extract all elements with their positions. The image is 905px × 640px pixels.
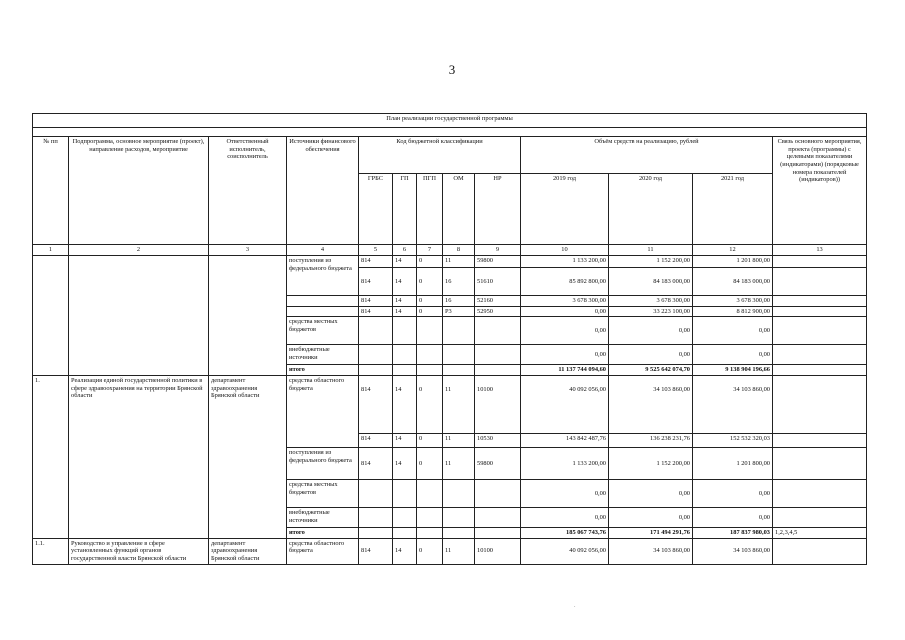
cell-pgp: 0 [417, 268, 443, 296]
cell-empty [475, 528, 521, 539]
cell-link [773, 538, 867, 564]
cell-link [773, 434, 867, 448]
cell-2019: 1 133 200,00 [521, 448, 609, 480]
cell-empty [359, 528, 393, 539]
cell-2019: 1 133 200,00 [521, 256, 609, 268]
spacer-row [33, 128, 867, 137]
cell-2020: 136 238 231,76 [609, 434, 693, 448]
table-row [33, 538, 867, 564]
cell-nr: 52160 [475, 296, 521, 307]
cell-2019: 0,00 [521, 317, 609, 345]
cell-empty [209, 256, 287, 376]
header-gp: ГП [393, 174, 417, 245]
cell-2021: 3 678 300,00 [693, 296, 773, 307]
col-num: 11 [609, 245, 693, 256]
row-number: 1. [33, 376, 69, 539]
row-name: Руководство и управление в сфере установленных функций органов государственной власти Брянской области [69, 538, 209, 564]
source-regional: средства областного бюджета [287, 538, 359, 564]
header-nr: НР [475, 174, 521, 245]
source-extrabudget: внебюджетные источники [287, 345, 359, 365]
table-row [33, 376, 867, 434]
header-volume: Объём средств на реализацию, рублей [521, 137, 773, 174]
cell-2021: 9 138 904 196,66 [693, 365, 773, 376]
cell-2020: 1 152 200,00 [609, 448, 693, 480]
cell-2021: 34 103 860,00 [693, 376, 773, 434]
cell-2021: 152 532 320,03 [693, 434, 773, 448]
cell-2020: 9 525 642 074,70 [609, 365, 693, 376]
cell-empty [443, 480, 475, 508]
cell-empty [443, 317, 475, 345]
header-2020: 2020 год [609, 174, 693, 245]
cell-2020: 33 223 100,00 [609, 306, 693, 317]
table-title: План реализации государственной программы [33, 114, 867, 128]
row-executor: департамент здравоохранения Брянской области [209, 538, 287, 564]
scan-mark: . [574, 603, 576, 609]
cell-2021: 0,00 [693, 480, 773, 508]
cell-2020: 0,00 [609, 508, 693, 528]
cell-empty [359, 508, 393, 528]
col-num: 3 [209, 245, 287, 256]
cell-2020: 84 183 000,00 [609, 268, 693, 296]
cell-empty [69, 256, 209, 376]
cell-2021: 8 812 900,00 [693, 306, 773, 317]
cell-empty [359, 317, 393, 345]
source-regional: средства областного бюджета [287, 376, 359, 448]
cell-empty [417, 317, 443, 345]
cell-2020: 171 494 291,76 [609, 528, 693, 539]
header-om: ОМ [443, 174, 475, 245]
cell-empty [475, 317, 521, 345]
cell-om: 11 [443, 256, 475, 268]
cell-2021: 1 201 800,00 [693, 256, 773, 268]
cell-pgp: 0 [417, 296, 443, 307]
cell-link [773, 480, 867, 508]
col-num: 8 [443, 245, 475, 256]
cell-source-empty [287, 306, 359, 317]
cell-nr: 51610 [475, 268, 521, 296]
cell-link [773, 256, 867, 268]
cell-empty [33, 256, 69, 376]
cell-empty [359, 365, 393, 376]
cell-2021: 1 201 800,00 [693, 448, 773, 480]
cell-2020: 3 678 300,00 [609, 296, 693, 307]
cell-2019: 40 092 056,00 [521, 538, 609, 564]
cell-grbs: 814 [359, 434, 393, 448]
cell-gp: 14 [393, 296, 417, 307]
cell-link: 1,2,3,4,5 [773, 528, 867, 539]
cell-link [773, 508, 867, 528]
cell-empty [359, 480, 393, 508]
col-num: 2 [69, 245, 209, 256]
cell-om: 16 [443, 268, 475, 296]
cell-link [773, 448, 867, 480]
cell-gp: 14 [393, 376, 417, 434]
cell-pgp: 0 [417, 538, 443, 564]
cell-2020: 0,00 [609, 480, 693, 508]
cell-empty [359, 345, 393, 365]
cell-2019: 40 092 056,00 [521, 376, 609, 434]
cell-nr: 10100 [475, 376, 521, 434]
source-federal: поступления из федерального бюджета [287, 448, 359, 480]
row-executor: департамент здравоохранения Брянской области [209, 376, 287, 539]
cell-empty [443, 508, 475, 528]
source-local: средства местных бюджетов [287, 317, 359, 345]
cell-2021: 0,00 [693, 508, 773, 528]
header-grbs: ГРБС [359, 174, 393, 245]
cell-empty [393, 365, 417, 376]
cell-2020: 0,00 [609, 345, 693, 365]
cell-empty [417, 365, 443, 376]
cell-empty [393, 345, 417, 365]
cell-gp: 14 [393, 256, 417, 268]
header-link: Связь основного мероприятия, проекта (программы) с целевыми показателями (индикаторами) (порядковые номера показателей (индикаторов)) [773, 137, 867, 245]
cell-pgp: 0 [417, 434, 443, 448]
header-kbk: Код бюджетной классификации [359, 137, 521, 174]
cell-grbs: 814 [359, 256, 393, 268]
source-local: средства местных бюджетов [287, 480, 359, 508]
header-num: № пп [33, 137, 69, 245]
cell-grbs: 814 [359, 296, 393, 307]
cell-link [773, 268, 867, 296]
cell-nr: 52950 [475, 306, 521, 317]
cell-2020: 1 152 200,00 [609, 256, 693, 268]
header-2019: 2019 год [521, 174, 609, 245]
cell-pgp: 0 [417, 306, 443, 317]
cell-link [773, 345, 867, 365]
cell-2020: 34 103 860,00 [609, 376, 693, 434]
cell-link [773, 296, 867, 307]
cell-link [773, 306, 867, 317]
cell-2019: 185 067 743,76 [521, 528, 609, 539]
cell-2021: 0,00 [693, 345, 773, 365]
col-num: 5 [359, 245, 393, 256]
cell-om: 11 [443, 448, 475, 480]
cell-empty [417, 345, 443, 365]
header-source: Источники финансового обеспечения [287, 137, 359, 245]
cell-link [773, 365, 867, 376]
plan-table [32, 113, 867, 565]
cell-empty [475, 480, 521, 508]
cell-grbs: 814 [359, 376, 393, 434]
cell-empty [475, 365, 521, 376]
cell-2021: 84 183 000,00 [693, 268, 773, 296]
cell-gp: 14 [393, 448, 417, 480]
row-number: 1.1. [33, 538, 69, 564]
total-label: итого [287, 365, 359, 376]
cell-empty [475, 508, 521, 528]
cell-gp: 14 [393, 268, 417, 296]
cell-nr: 59800 [475, 256, 521, 268]
cell-gp: 14 [393, 306, 417, 317]
cell-pgp: 0 [417, 376, 443, 434]
source-extrabudget: внебюджетные источники [287, 508, 359, 528]
col-num: 6 [393, 245, 417, 256]
cell-empty [443, 365, 475, 376]
cell-nr: 10530 [475, 434, 521, 448]
row-name: Реализация единой государственной политики в сфере здравоохранения на территории Брянской области [69, 376, 209, 539]
cell-2021: 34 103 860,00 [693, 538, 773, 564]
cell-2019: 3 678 300,00 [521, 296, 609, 307]
header-executor: Ответственный исполнитель, соисполнитель [209, 137, 287, 245]
cell-grbs: 814 [359, 268, 393, 296]
cell-empty [393, 480, 417, 508]
cell-grbs: 814 [359, 538, 393, 564]
cell-2021: 0,00 [693, 317, 773, 345]
cell-gp: 14 [393, 434, 417, 448]
cell-empty [443, 528, 475, 539]
cell-empty [443, 345, 475, 365]
cell-empty [417, 508, 443, 528]
header-2021: 2021 год [693, 174, 773, 245]
cell-2019: 85 892 800,00 [521, 268, 609, 296]
total-label: итого [287, 528, 359, 539]
page-number: 3 [448, 62, 456, 77]
cell-link [773, 376, 867, 434]
source-federal: поступления из федерального бюджета [287, 256, 359, 296]
col-num: 4 [287, 245, 359, 256]
column-number-row [33, 245, 867, 256]
cell-nr: 10100 [475, 538, 521, 564]
cell-2019: 0,00 [521, 508, 609, 528]
header-name: Подпрограмма, основное мероприятие (проект), направление расходов, мероприятие [69, 137, 209, 245]
cell-2021: 187 837 980,03 [693, 528, 773, 539]
cell-grbs: 814 [359, 448, 393, 480]
cell-2019: 11 137 744 094,60 [521, 365, 609, 376]
col-num: 10 [521, 245, 609, 256]
cell-om: 11 [443, 434, 475, 448]
cell-2019: 0,00 [521, 480, 609, 508]
col-num: 13 [773, 245, 867, 256]
table-row [33, 256, 867, 268]
cell-pgp: 0 [417, 256, 443, 268]
cell-2019: 143 842 487,76 [521, 434, 609, 448]
cell-empty [393, 317, 417, 345]
col-num: 9 [475, 245, 521, 256]
header-pgp: ПГП [417, 174, 443, 245]
cell-empty [417, 528, 443, 539]
cell-link [773, 317, 867, 345]
cell-2019: 0,00 [521, 345, 609, 365]
cell-gp: 14 [393, 538, 417, 564]
cell-2019: 0,00 [521, 306, 609, 317]
cell-om: 11 [443, 376, 475, 434]
cell-om: 11 [443, 538, 475, 564]
col-num: 1 [33, 245, 69, 256]
col-num: 7 [417, 245, 443, 256]
cell-2020: 0,00 [609, 317, 693, 345]
cell-empty [393, 508, 417, 528]
cell-source-empty [287, 296, 359, 307]
cell-om: Р3 [443, 306, 475, 317]
cell-nr: 59800 [475, 448, 521, 480]
cell-empty [417, 480, 443, 508]
cell-om: 16 [443, 296, 475, 307]
cell-empty [475, 345, 521, 365]
cell-pgp: 0 [417, 448, 443, 480]
col-num: 12 [693, 245, 773, 256]
cell-grbs: 814 [359, 306, 393, 317]
cell-2020: 34 103 860,00 [609, 538, 693, 564]
cell-empty [393, 528, 417, 539]
